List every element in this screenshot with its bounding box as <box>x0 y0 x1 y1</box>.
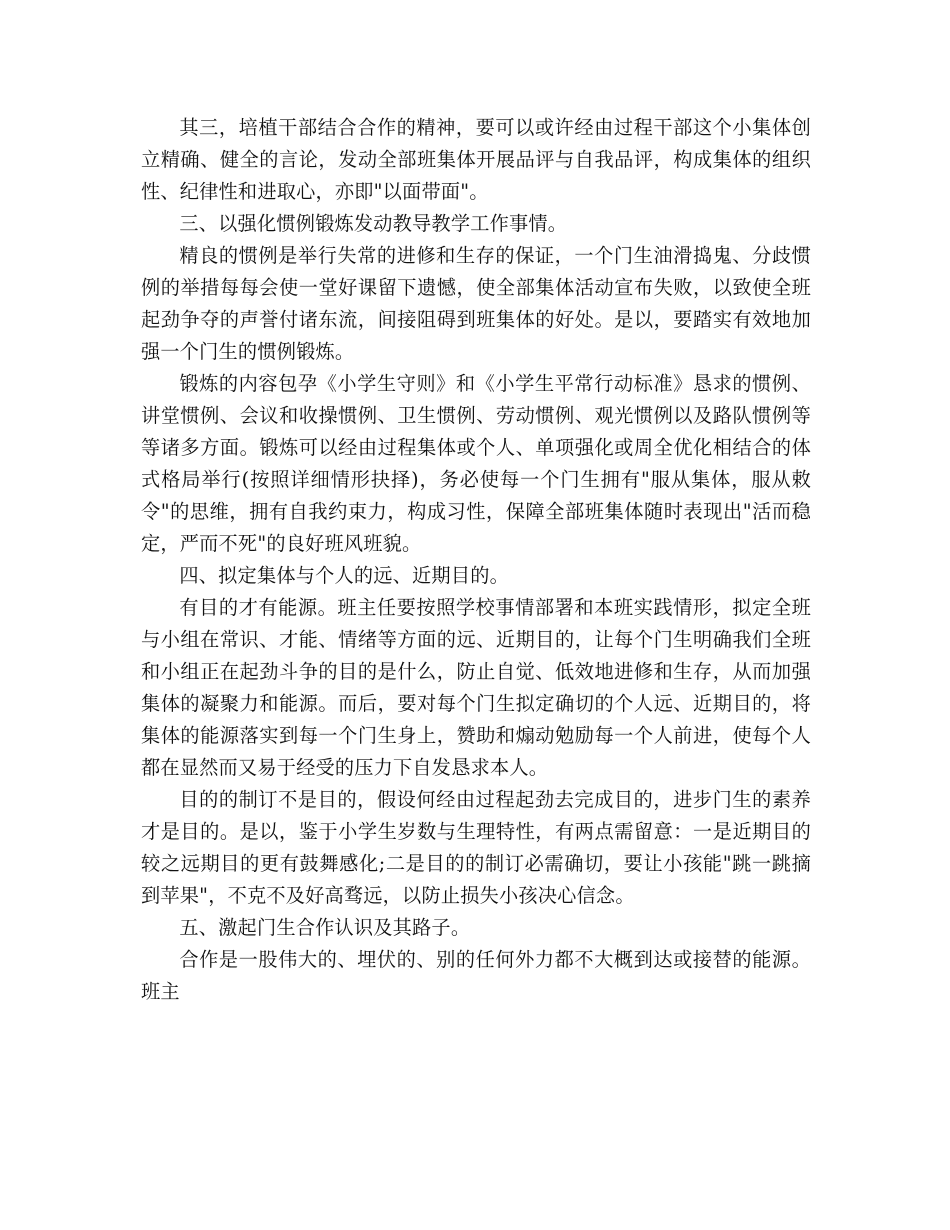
paragraph-goal-motivation: 有目的才有能源。班主任要按照学校事情部署和本班实践情形，拟定全班与小组在常识、才能、情绪等方面的远、近期目的，让每个门生明确我们全班和小组正在起劲斗争的目的是什么，防止自觉、低效地进修和生存，从而加强集体的凝聚力和能源。而后，要对每个门生拟定确切的个人远、近期目的，将集体的能源落实到每一个门生身上，赞助和煽动勉励每一个人前进，使每个人都在显然而又易于经受的压力下自发恳求本人。 <box>141 596 811 779</box>
heading-competition: 五、激起门生合作认识及其路子。 <box>179 916 471 939</box>
paragraph-cadre-cooperation: 其三，培植干部结合合作的精神，要可以或许经由过程干部这个小集体创立精确、健全的言论，发动全部班集体开展品评与自我品评，构成集体的组织性、纪律性和进取心，亦即"以面带面"。 <box>141 116 811 203</box>
heading-goals: 四、拟定集体与个人的远、近期目的。 <box>179 564 509 587</box>
document-body <box>141 112 811 1008</box>
heading-routine-training: 三、以强化惯例锻炼发动教导教学工作事情。 <box>179 212 568 235</box>
paragraph-training-content: 锻炼的内容包孕《小学生守则》和《小学生平常行动标准》恳求的惯例、讲堂惯例、会议和收操惯例、卫生惯例、劳动惯例、观光惯例以及路队惯例等等诸多方面。锻炼可以经由过程集体或个人、单项强化或周全优化相结合的体式格局举行(按照详细情形抉择)，务必使每一个门生拥有"服从集体，服从敕令"的思维，拥有自我约束力，构成习性，保障全部班集体随时表现出"活而稳定，严而不死"的良好班风班貌。 <box>141 372 811 555</box>
paragraph-routine-importance: 精良的惯例是举行失常的进修和生存的保证，一个门生油滑捣鬼、分歧惯例的举措每每会使一堂好课留下遗憾，使全部集体活动宣布失败，以致使全班起劲争夺的声誉付诸东流，间接阻碍到班集体的好处。是以，要踏实有效地加强一个门生的惯例锻炼。 <box>141 244 811 363</box>
paragraph-goal-setting: 目的的制订不是目的，假设何经由过程起劲去完成目的，进步门生的素养才是目的。是以，鉴于小学生岁数与生理特性，有两点需留意：一是近期目的较之远期目的更有鼓舞感化;二是目的的制订必需确切，要让小孩能"跳一跳摘到苹果"，不克不及好高骛远，以防止损失小孩决心信念。 <box>141 788 811 907</box>
paragraph-competition-power: 合作是一股伟大的、埋伏的、别的任何外力都不大概到达或接替的能源。班主 <box>141 948 811 1003</box>
